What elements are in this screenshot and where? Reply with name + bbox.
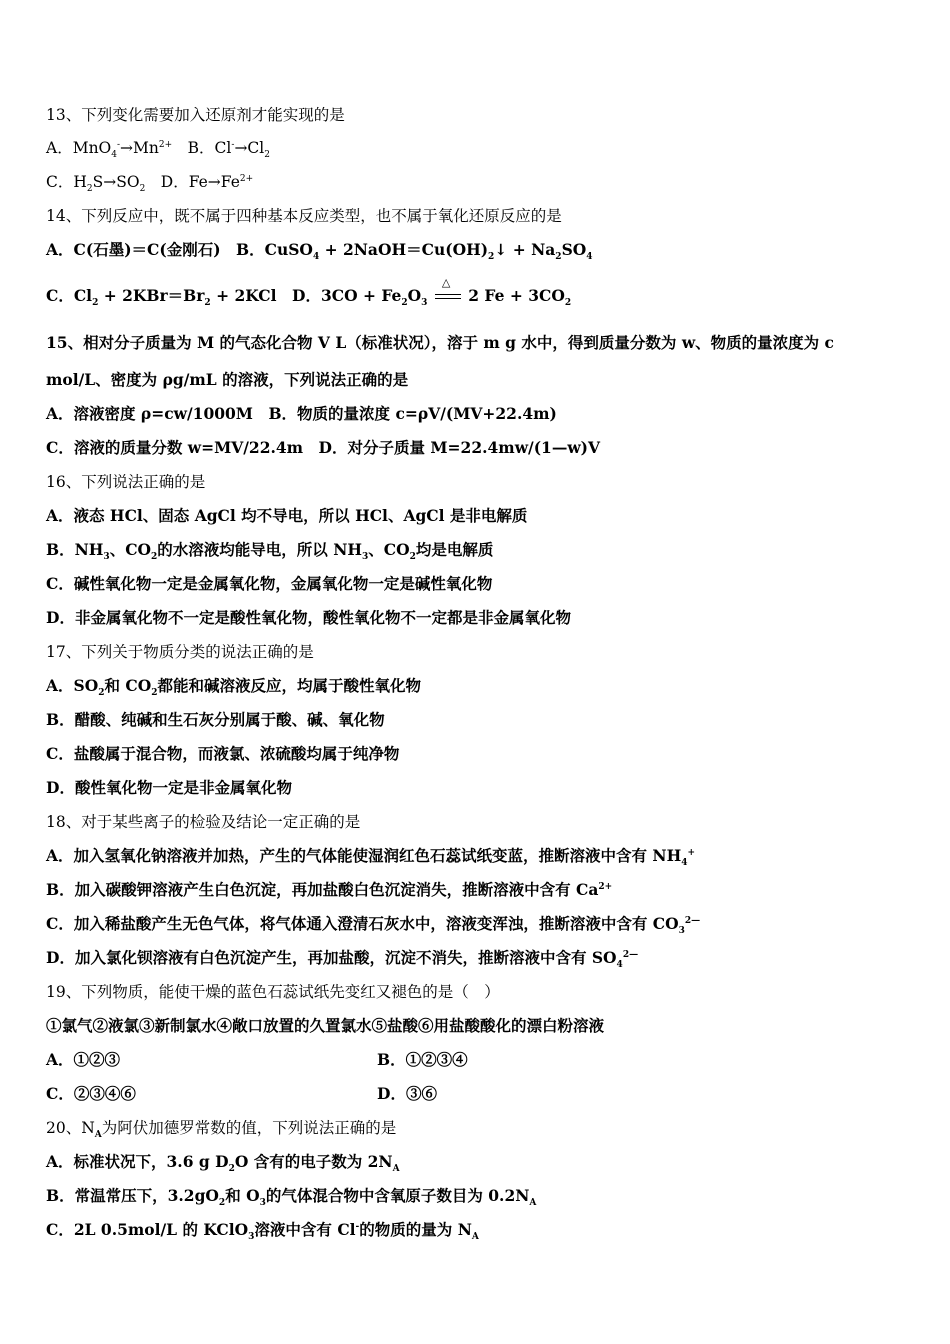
q18-option-d: D．加入氯化钡溶液有白色沉淀产生，再加盐酸，沉淀不消失，推断溶液中含有 $SO_4^{2—}$ xyxy=(46,948,639,971)
q18-stem: 18、对于某些离子的检验及结论一定正确的是 xyxy=(46,813,361,831)
q19-stem: 19、下列物质，能使干燥的蓝色石蕊试纸先变红又褪色的是（ ） xyxy=(46,983,500,1001)
q15-options-ab: A．溶液密度 ρ=cw/1000M B．物质的量浓度 c=ρV/(MV+22.4m) xyxy=(46,404,557,423)
q17-option-a: A．$SO_2$和 $CO_2$都能和碱溶液反应，均属于酸性氧化物 xyxy=(46,676,422,699)
q17-option-d: D．酸性氧化物一定是非金属氧化物 xyxy=(46,778,292,797)
q19-option-a: A．①②③ xyxy=(46,1050,121,1069)
q18-option-a: A．加入氢氧化钠溶液并加热，产生的气体能使湿润红色石蕊试纸变蓝，推断溶液中含有 $NH_4^+$ xyxy=(46,846,696,869)
q19-items: ①氯气②液氯③新制氯水④敞口放置的久置氯水⑤盐酸⑥用盐酸酸化的漂白粉溶液 xyxy=(46,1016,605,1035)
q13-stem: 13、下列变化需要加入还原剂才能实现的是 xyxy=(46,106,345,124)
q18-option-b: B．加入碳酸钾溶液产生白色沉淀，再加盐酸白色沉淀消失，推断溶液中含有 $Ca^{2+}$ xyxy=(46,880,613,899)
q19-option-d: D．③⑥ xyxy=(377,1084,437,1103)
q17-option-b: B．醋酸、纯碱和生石灰分别属于酸、碱、氧化物 xyxy=(46,710,385,729)
q14-options-ab: A．C(石墨)＝C(金刚石) B．CuSO$_4$ + $2NaOH=Cu(OH)_2↓ + Na_2SO_4$ xyxy=(46,240,593,263)
q20-option-a: A．标准状况下，3.6 g $D_2O$ 含有的电子数为 $2N_A$ xyxy=(46,1152,400,1175)
heat-condition-sign: △ xyxy=(435,290,461,304)
q16-option-c: C．碱性氧化物一定是金属氧化物，金属氧化物一定是碱性氧化物 xyxy=(46,574,493,593)
q16-option-d: D．非金属氧化物不一定是酸性氧化物，酸性氧化物不一定都是非金属氧化物 xyxy=(46,608,571,627)
q20-option-c: C．2L 0.5mol/L 的 KClO$_3$溶液中含有 Cl-的物质的量为 $N_A$ xyxy=(46,1220,479,1243)
q18-option-c: C．加入稀盐酸产生无色气体，将气体通入澄清石灰水中，溶液变浑浊，推断溶液中含有 $CO_3^{2—}$ xyxy=(46,914,701,937)
q20-option-b: B．常温常压下，$3.2gO_2$和 $O_3$的气体混合物中含氧原子数目为 $0.2N_A$ xyxy=(46,1186,537,1209)
q15-stem-line1: 15、相对分子质量为 M 的气态化合物 V L（标准状况），溶于 m g 水中，得到质量分数为 w、物质的量浓度为 c xyxy=(46,333,834,352)
q14-stem: 14、下列反应中，既不属于四种基本反应类型，也不属于氧化还原反应的是 xyxy=(46,207,562,225)
q16-option-b: B．$NH_3$、$CO_2$的水溶液均能导电，所以 $NH_3$、$CO_2$均是电解质 xyxy=(46,540,494,563)
q20-stem: 20、$N_A$为阿伏加德罗常数的值，下列说法正确的是 xyxy=(46,1119,397,1141)
q16-option-a: A．液态 HCl、固态 AgCl 均不导电，所以 HCl、AgCl 是非电解质 xyxy=(46,506,528,525)
q13-options-cd: C．$H_2S\to SO_2$ D．$Fe\to Fe^{2+}$ xyxy=(46,173,254,195)
q14-options-cd: C．$Cl_2 + 2KBr=Br_2 + 2KCl$ D．$3CO + Fe_2O_3$ △ 2 $Fe + 3CO_2$ xyxy=(46,276,572,309)
q17-stem: 17、下列关于物质分类的说法正确的是 xyxy=(46,643,314,661)
q19-option-c: C．②③④⑥ xyxy=(46,1084,136,1103)
q13-options-ab: A．$MnO_4^-\to Mn^{2+}$ B．$Cl^-\to Cl_2$ xyxy=(46,139,270,161)
q15-stem-line2: mol/L、密度为 ρg/mL 的溶液，下列说法正确的是 xyxy=(46,370,409,389)
q16-stem: 16、下列说法正确的是 xyxy=(46,473,206,491)
q15-options-cd: C．溶液的质量分数 w=MV/22.4m D．对分子质量 M=22.4mw/(1—w)V xyxy=(46,438,601,457)
q19-option-b: B．①②③④ xyxy=(377,1050,468,1069)
q17-option-c: C．盐酸属于混合物，而液氯、浓硫酸均属于纯净物 xyxy=(46,744,400,763)
